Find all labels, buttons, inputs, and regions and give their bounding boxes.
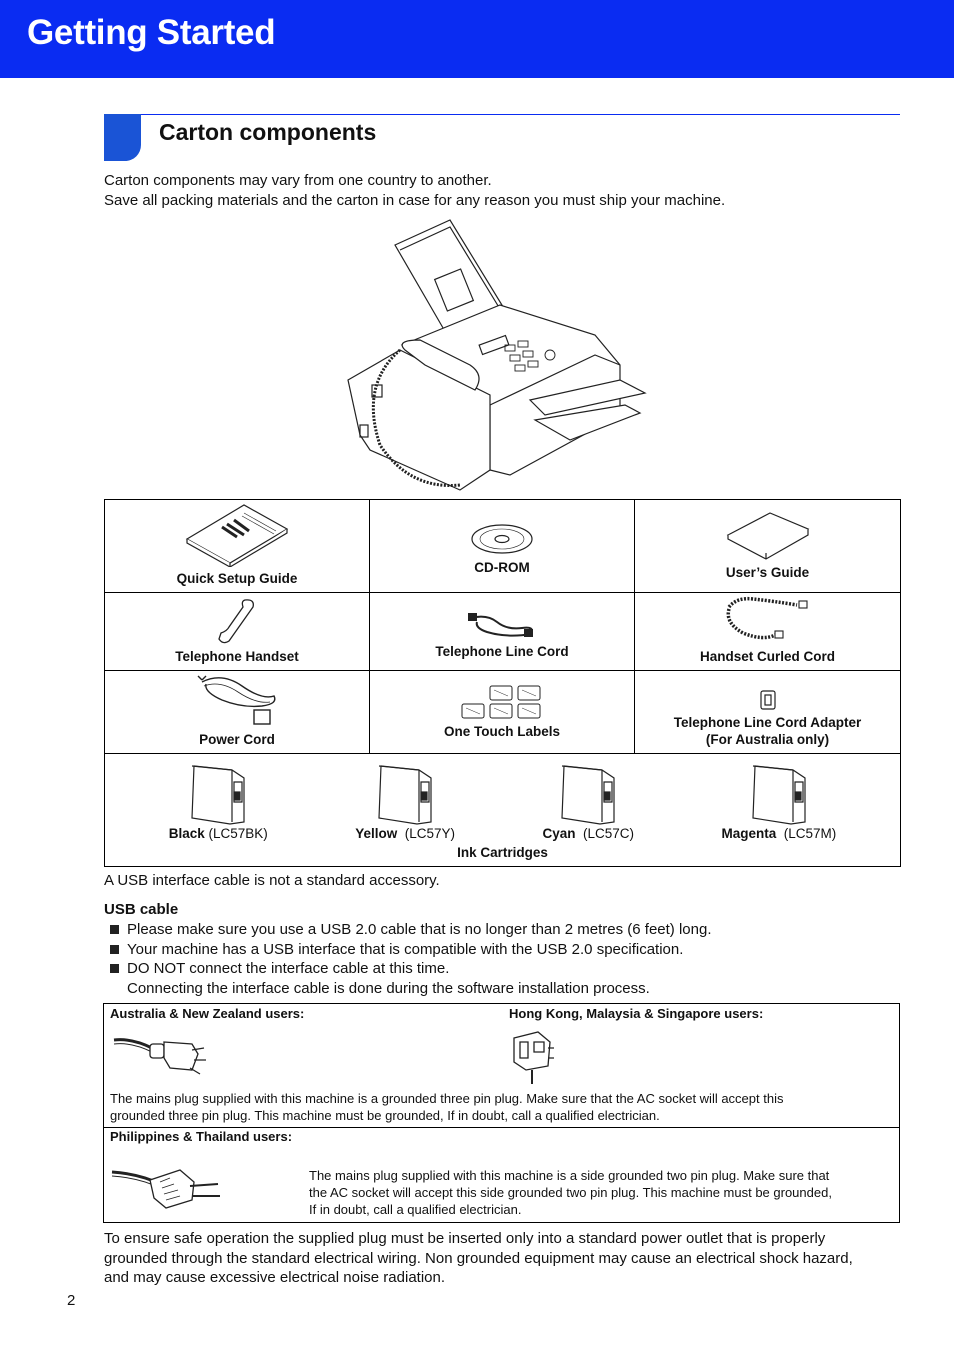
carton-components-table <box>104 499 901 867</box>
box-divider <box>104 1127 899 1128</box>
square-bullet-icon <box>110 964 119 973</box>
list-item-text: Your machine has a USB interface that is compatible with the USB 2.0 specification. <box>127 940 684 958</box>
cartridge-name: Black <box>168 826 205 841</box>
text-line: If in doubt, call a qualified electrician. <box>309 1202 522 1217</box>
square-bullet-icon <box>110 945 119 954</box>
ink-cartridges-label: Ink Cartridges <box>457 845 548 860</box>
usb-accessory-note: A USB interface cable is not a standard accessory. <box>104 872 440 889</box>
quick-setup-guide-icon <box>182 503 292 567</box>
three-pin-text <box>110 1090 783 1124</box>
text-line: the AC socket will accept this side grounded two pin plug. This machine must be grounded, <box>309 1185 832 1200</box>
uk-plug-icon <box>508 1028 556 1084</box>
component-cell <box>370 500 635 593</box>
text-line: The mains plug supplied with this machine is a side grounded two pin plug. Make sure that <box>309 1168 830 1183</box>
list-item-text: DO NOT connect the interface cable at this time. <box>127 960 450 977</box>
text-line: To ensure safe operation the supplied plug must be inserted only into a standard power outlet that is properly <box>104 1230 826 1247</box>
usb-cable-list <box>110 920 712 998</box>
cartridge-code: (LC57C) <box>583 826 635 841</box>
handset-curled-cord-icon <box>723 593 813 645</box>
page-number: 2 <box>67 1292 76 1309</box>
component-cell <box>370 593 635 671</box>
section-title: Carton components <box>159 119 377 145</box>
component-label-telephone-handset: Telephone Handset <box>175 649 299 664</box>
cartridge-code: (LC57BK) <box>208 826 268 841</box>
list-item-continuation <box>110 979 712 999</box>
users-guide-icon <box>726 511 810 561</box>
component-cell <box>635 671 901 754</box>
header-banner <box>0 0 954 78</box>
ink-cartridges-cell <box>105 754 901 867</box>
text-line: grounded through the standard electrical wiring. Non grounded equipment may cause an electrical shock hazard, <box>104 1249 853 1267</box>
aus-nz-heading: Australia & New Zealand users: <box>110 1006 305 1021</box>
component-label-users-guide: User’s Guide <box>725 565 810 580</box>
ink-cartridge-cyan <box>543 762 635 841</box>
hk-my-sg-heading: Hong Kong, Malaysia & Singapore users: <box>509 1006 764 1021</box>
ink-cartridge-yellow <box>355 762 455 841</box>
mains-plug-box <box>103 1003 900 1223</box>
text-line: and may cause excessive electrical noise radiation. <box>104 1269 446 1286</box>
usb-cable-heading: USB cable <box>104 901 179 918</box>
ink-cartridge-icon <box>749 762 809 826</box>
component-label-one-touch-labels: One Touch Labels <box>443 724 560 739</box>
list-item <box>110 959 712 979</box>
ink-cartridge-black <box>169 762 268 841</box>
fax-machine-illustration <box>340 215 660 495</box>
intro-line: Save all packing materials and the carton in case for any reason you must ship your machine. <box>104 192 726 209</box>
component-cell <box>635 593 901 671</box>
telephone-line-cord-adapter-icon <box>759 689 777 711</box>
component-label-power-cord: Power Cord <box>199 732 275 747</box>
square-bullet-icon <box>110 925 119 934</box>
list-item-text: Connecting the interface cable is done during the software installation process. <box>127 979 650 997</box>
ink-cartridge-icon <box>188 762 248 826</box>
intro-line: Carton components may vary from one country to another. <box>104 172 492 189</box>
component-label-adapter-line1: Telephone Line Cord Adapter <box>673 715 862 730</box>
component-label-telephone-line-cord: Telephone Line Cord <box>435 644 569 659</box>
ink-cartridge-icon <box>375 762 435 826</box>
component-cell <box>635 500 901 593</box>
page-title: Getting Started <box>27 13 276 52</box>
cartridge-code: (LC57Y) <box>404 826 456 841</box>
telephone-handset-icon <box>215 597 259 645</box>
text-line: The mains plug supplied with this machine is a grounded three pin plug. Make sure that the AC socket will accept this <box>110 1091 784 1106</box>
cartridge-name: Cyan <box>542 826 576 841</box>
component-cell <box>105 593 370 671</box>
section-rule <box>104 114 900 115</box>
text-line: grounded three pin plug. This machine must be grounded, If in doubt, call a qualified electrician. <box>110 1108 660 1123</box>
cartridge-code: (LC57M) <box>783 826 837 841</box>
ink-cartridge-icon <box>558 762 618 826</box>
list-item <box>110 920 712 940</box>
one-touch-labels-icon <box>460 684 544 720</box>
intro-text <box>104 171 725 211</box>
ink-cartridge-magenta <box>721 762 836 841</box>
component-label-handset-curled-cord: Handset Curled Cord <box>699 649 835 664</box>
cartridge-name: Magenta <box>721 826 777 841</box>
component-label-quick-setup-guide: Quick Setup Guide <box>176 571 298 586</box>
list-item-text: Please make sure you use a USB 2.0 cable that is no longer than 2 metres (6 feet) long. <box>127 921 712 938</box>
cartridge-name: Yellow <box>355 826 398 841</box>
section-tab-marker <box>104 114 141 161</box>
telephone-line-cord-icon <box>467 610 537 640</box>
component-label-adapter-line2: (For Australia only) <box>705 732 830 747</box>
australian-plug-icon <box>112 1030 208 1078</box>
component-label-cd-rom: CD-ROM <box>474 560 530 575</box>
cd-rom-icon <box>470 522 534 556</box>
list-item <box>110 940 712 960</box>
safety-paragraph <box>104 1229 904 1288</box>
schuko-plug-icon <box>110 1164 222 1212</box>
component-cell <box>105 500 370 593</box>
component-cell <box>105 671 370 754</box>
component-cell <box>370 671 635 754</box>
two-pin-text <box>309 1167 832 1218</box>
ph-th-heading: Philippines & Thailand users: <box>110 1129 293 1144</box>
power-cord-icon <box>192 672 282 728</box>
